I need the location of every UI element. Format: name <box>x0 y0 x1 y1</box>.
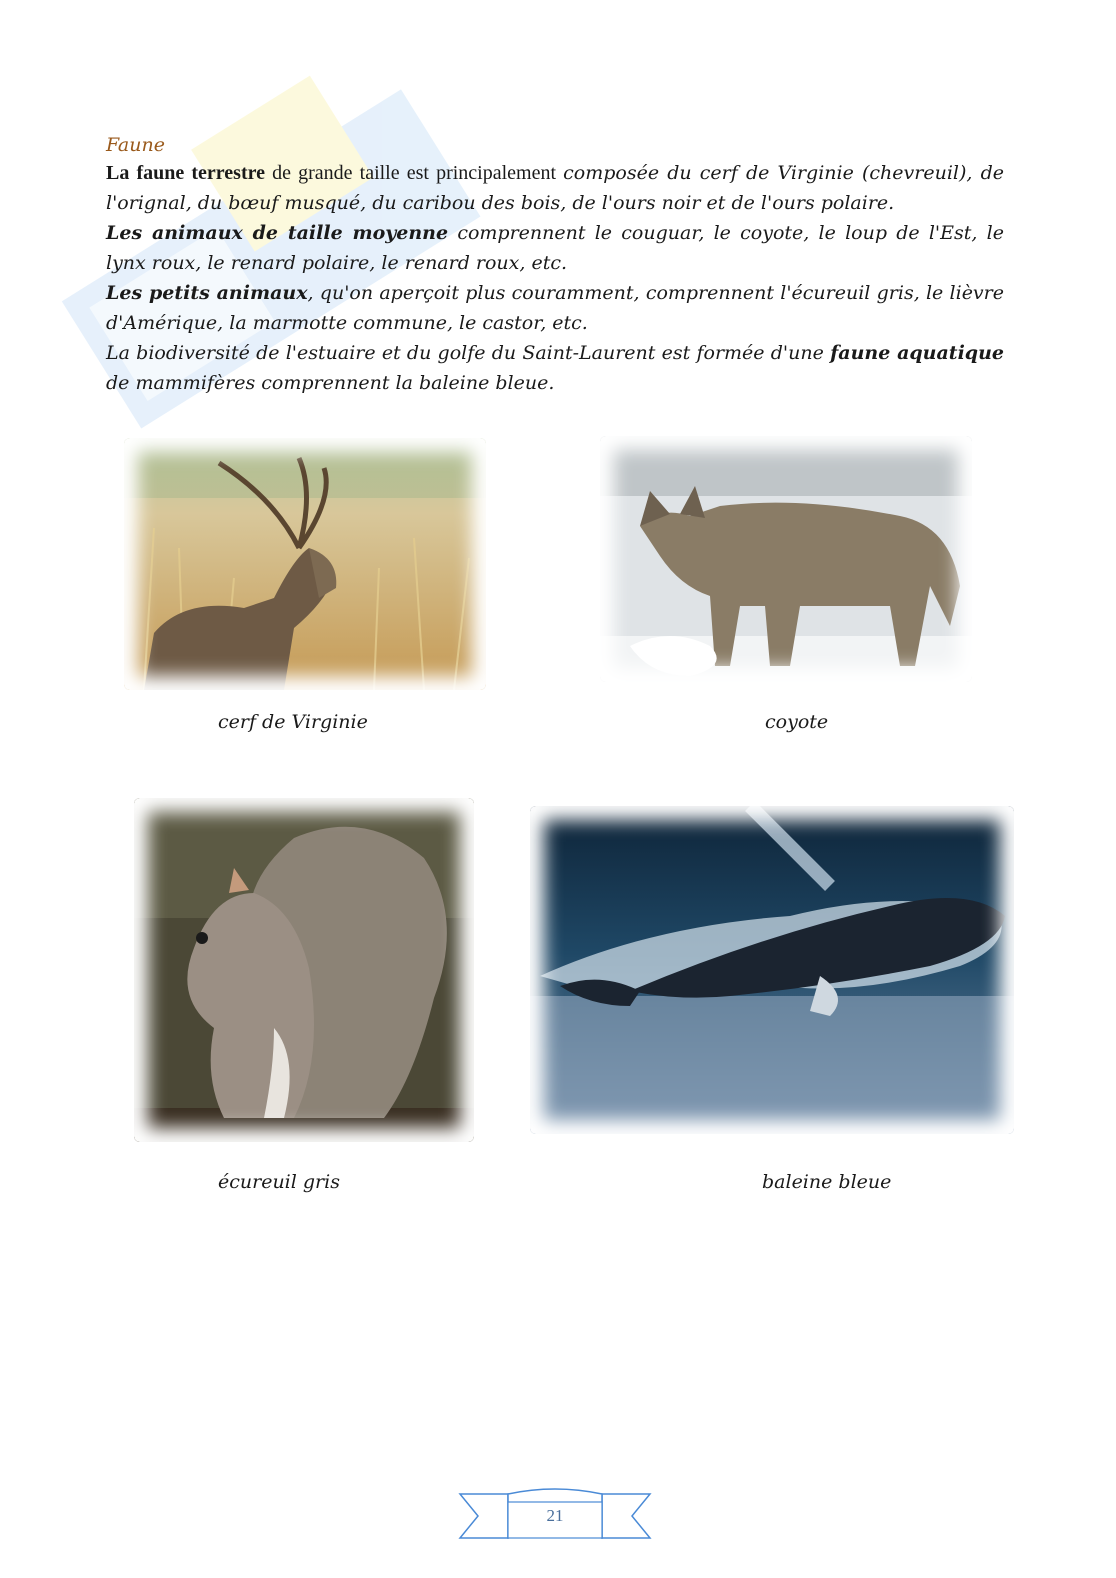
text-medium-rest: comprennent le couguar, le coyote, le loup de l'Est, le lynx roux, le renard polaire, le renard roux, etc. <box>106 222 1005 274</box>
caption-whale: baleine bleue <box>762 1171 892 1193</box>
paragraph-terrestrial <box>106 158 1004 218</box>
caption-squirrel: écureuil gris <box>218 1171 340 1193</box>
text-aquatic-after: de mammifères comprennent la baleine bleue. <box>106 372 555 394</box>
photo-coyote <box>600 436 972 682</box>
paragraph-medium <box>106 218 1004 278</box>
photo-whale <box>530 806 1014 1134</box>
lead-small: Les petits animaux <box>106 282 308 304</box>
paragraph-small <box>106 278 1004 338</box>
page-number: 21 <box>546 1506 564 1525</box>
lead-medium: Les animaux de taille moyenne <box>106 222 449 244</box>
text-terrestrial-rest: composée du cerf de Virginie (chevreuil), de l'orignal, du bœuf musqué, du caribou des bois, de l'ours noir et de l'ours polaire. <box>106 162 1004 214</box>
caption-coyote: coyote <box>765 711 829 733</box>
photo-deer <box>124 438 486 690</box>
text-block <box>106 132 1004 398</box>
section-heading: Faune <box>106 134 165 156</box>
text-small-rest: , qu'on aperçoit plus couramment, comprennent l'écureuil gris, le lièvre d'Amérique, la marmotte commune, le castor, etc. <box>106 282 1004 334</box>
caption-deer: cerf de Virginie <box>218 711 368 733</box>
paragraph-aquatic <box>106 338 1004 398</box>
text-terrestrial-plain: de grande taille est principalement <box>265 162 564 184</box>
text-aquatic-before: La biodiversité de l'estuaire et du golfe du Saint-Laurent est formée d'une <box>106 342 831 364</box>
bold-aquatic: faune aquatique <box>830 342 1004 364</box>
photo-squirrel <box>134 798 474 1142</box>
lead-terrestrial: La faune terrestre <box>106 162 265 184</box>
